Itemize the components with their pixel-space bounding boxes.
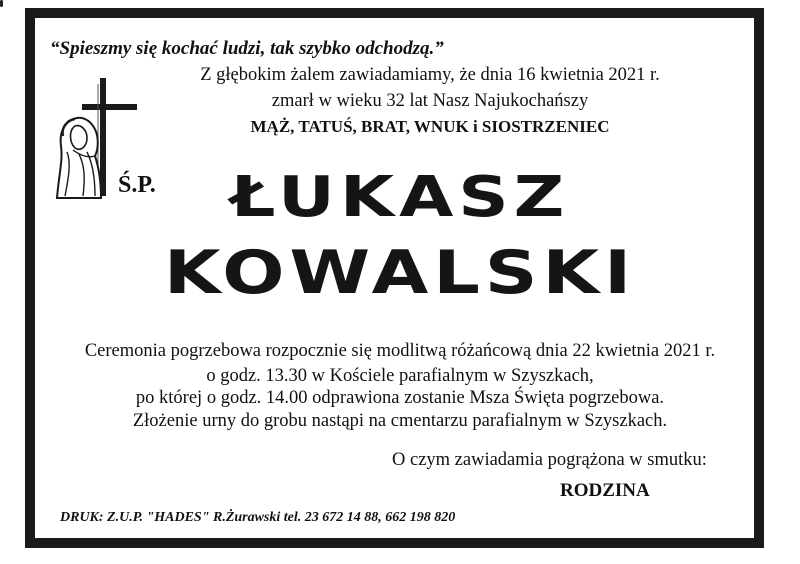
ceremony-line-2: o godz. 13.30 w Kościele parafialnym w Szyszkach, — [206, 366, 594, 386]
ceremony-line-1: Ceremonia pogrzebowa rozpocznie się modlitwą różańcową dnia 22 kwietnia 2021 r. — [84, 341, 716, 361]
scan-mark — [0, 0, 3, 7]
printer-footer: DRUK: Z.U.P. "HADES" R.Żurawski tel. 23 672 14 88, 662 198 820 — [60, 510, 456, 525]
announcement-line-1: Z głębokim żalem zawiadamiamy, że dnia 16 kwietnia 2021 r. — [200, 65, 660, 85]
deceased-first-name: ŁUKASZ — [230, 165, 570, 230]
notice-line: O czym zawiadamia pogrążona w smutku: — [392, 450, 707, 470]
ceremony-line-4: Złożenie urny do grobu nastąpi na cmentarzu parafialnym w Szyszkach. — [132, 411, 668, 431]
ceremony-line-3: po której o godz. 14.00 odprawiona zostanie Msza Święta pogrzebowa. — [135, 388, 665, 408]
relations-line: MĄŻ, TATUŚ, BRAT, WNUK i SIOSTRZENIEC — [250, 117, 610, 136]
sp-prefix: Ś.P. — [118, 172, 156, 198]
quote: “Spieszmy się kochać ludzi, tak szybko odchodzą.” — [50, 38, 444, 59]
signoff: RODZINA — [560, 480, 650, 501]
announcement-line-2: zmarł w wieku 32 lat Nasz Najukochańszy — [271, 91, 589, 111]
mourning-figure-icon — [55, 112, 105, 200]
deceased-last-name: KOWALSKI — [163, 238, 637, 308]
